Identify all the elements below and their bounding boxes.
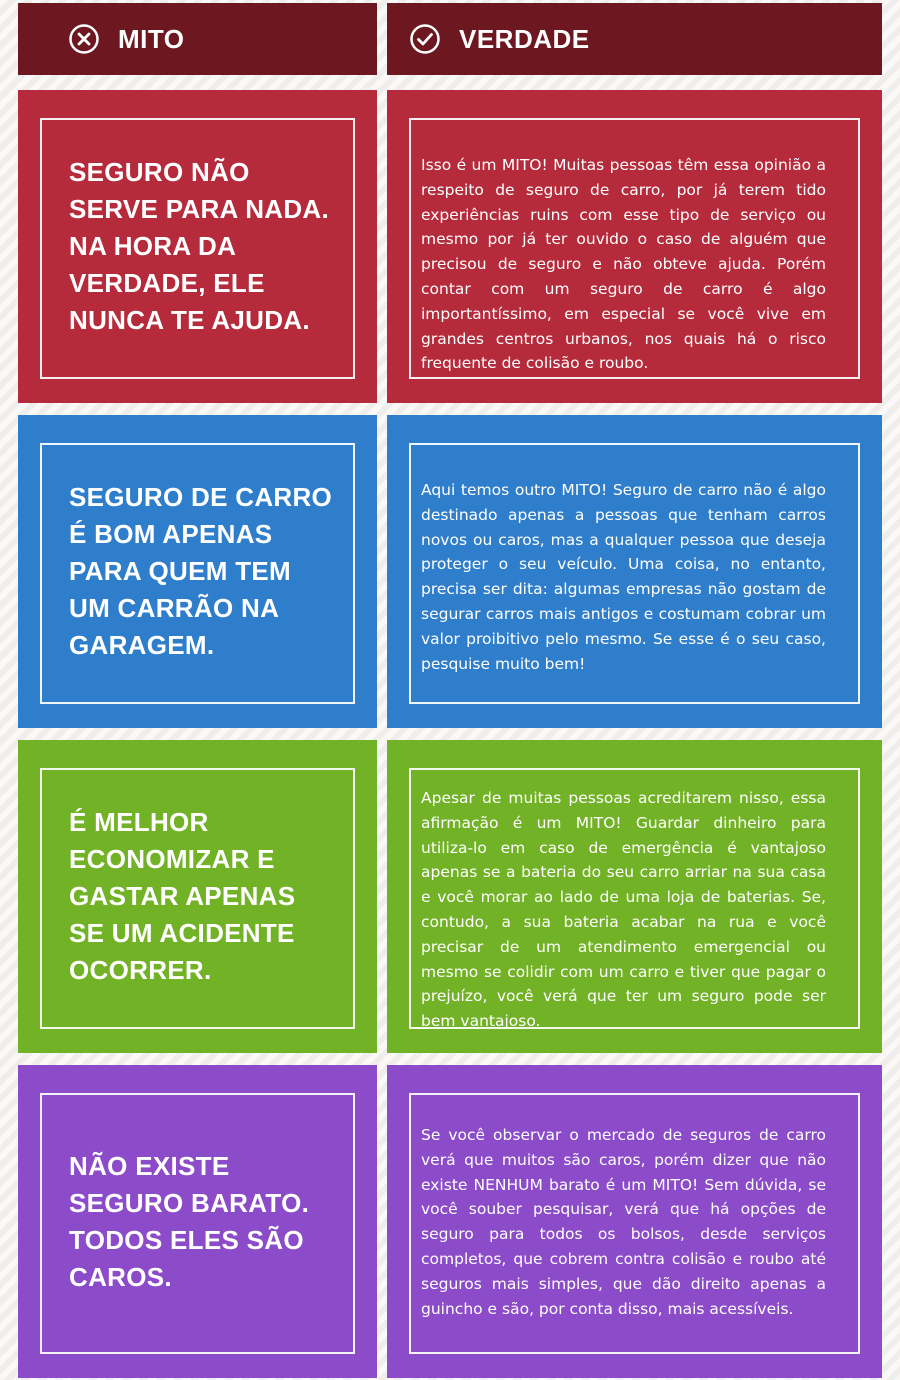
truth-card-3 [387,740,882,1053]
myth-card-2 [18,415,377,728]
myth-statement: SEGURO NÃO SERVE PARA NADA. NA HORA DA VERDADE, ELE NUNCA TE AJUDA. [69,157,330,335]
close-circle-icon [68,23,100,55]
truth-explanation: Isso é um MITO! Muitas pessoas têm essa opinião a respeito de seguro de carro, por já terem tido experiências ruins com esse tipo de serviço ou mesmo por já ter ouvido o caso de alguém que precisou de seguro e não obteve ajuda. Porém contar com um seguro de carro é algo importantíssimo, em especial se você vive em grandes centros urbanos, nos quais há o risco frequente de colisão e roubo. [421,156,826,373]
myth-statement: NÃO EXISTE SEGURO BARATO. TODOS ELES SÃO CAROS. [69,1150,310,1292]
myth-card-1 [18,90,377,403]
myth-statement: SEGURO DE CARRO É BOM APENAS PARA QUEM TEM UM CARRÃO NA GARAGEM. [69,482,333,660]
truth-explanation: Apesar de muitas pessoas acreditarem nisso, essa afirmação é um MITO! Guardar dinheiro para utiliza-lo em caso de emergência é vantajoso apenas se a bateria do seu carro arriar na sua casa e você morar ao lado de uma loja de baterias. Se, contudo, a sua bateria acabar na rua e você precisar de um atendimento emergencial ou mesmo se colidir com um carro e tiver que pagar o prejuízo, você verá que ter um seguro pode ser bem vantajoso. [421,789,826,1031]
truth-explanation: Aqui temos outro MITO! Seguro de carro não é algo destinado apenas a pessoas que tenham carros novos ou caros, mas a qualquer pessoa que deseja proteger o seu veículo. Uma coisa, no entanto, precisa ser dita: algumas empresas não gostam de segurar carros mais antigos e costumam cobrar um valor proibitivo pelo mesmo. Se esse é o seu caso, pesquise muito bem! [421,481,826,673]
myth-header [18,3,377,75]
check-circle-icon [409,23,441,55]
myth-header-label: MITO [118,23,185,54]
myth-statement: É MELHOR ECONOMIZAR E GASTAR APENAS SE UM ACIDENTE OCORRER. [69,807,296,985]
truth-card-2 [387,415,882,728]
truth-header-label: VERDADE [459,23,590,54]
truth-card-4 [387,1065,882,1378]
truth-explanation: Se você observar o mercado de seguros de carro verá que muitos são caros, porém dizer que não existe NENHUM barato é um MITO! Sem dúvida, se você souber pesquisar, verá que há opções de seguro para todos os bolsos, desde serviços completos, que cobrem contra colisão e roubo até seguros mais simples, que dão direito apenas a guincho e são, por conta disso, mais acessíveis. [421,1126,826,1318]
truth-card-1 [387,90,882,403]
truth-header [387,3,882,75]
myth-card-3 [18,740,377,1053]
myth-card-4 [18,1065,377,1378]
